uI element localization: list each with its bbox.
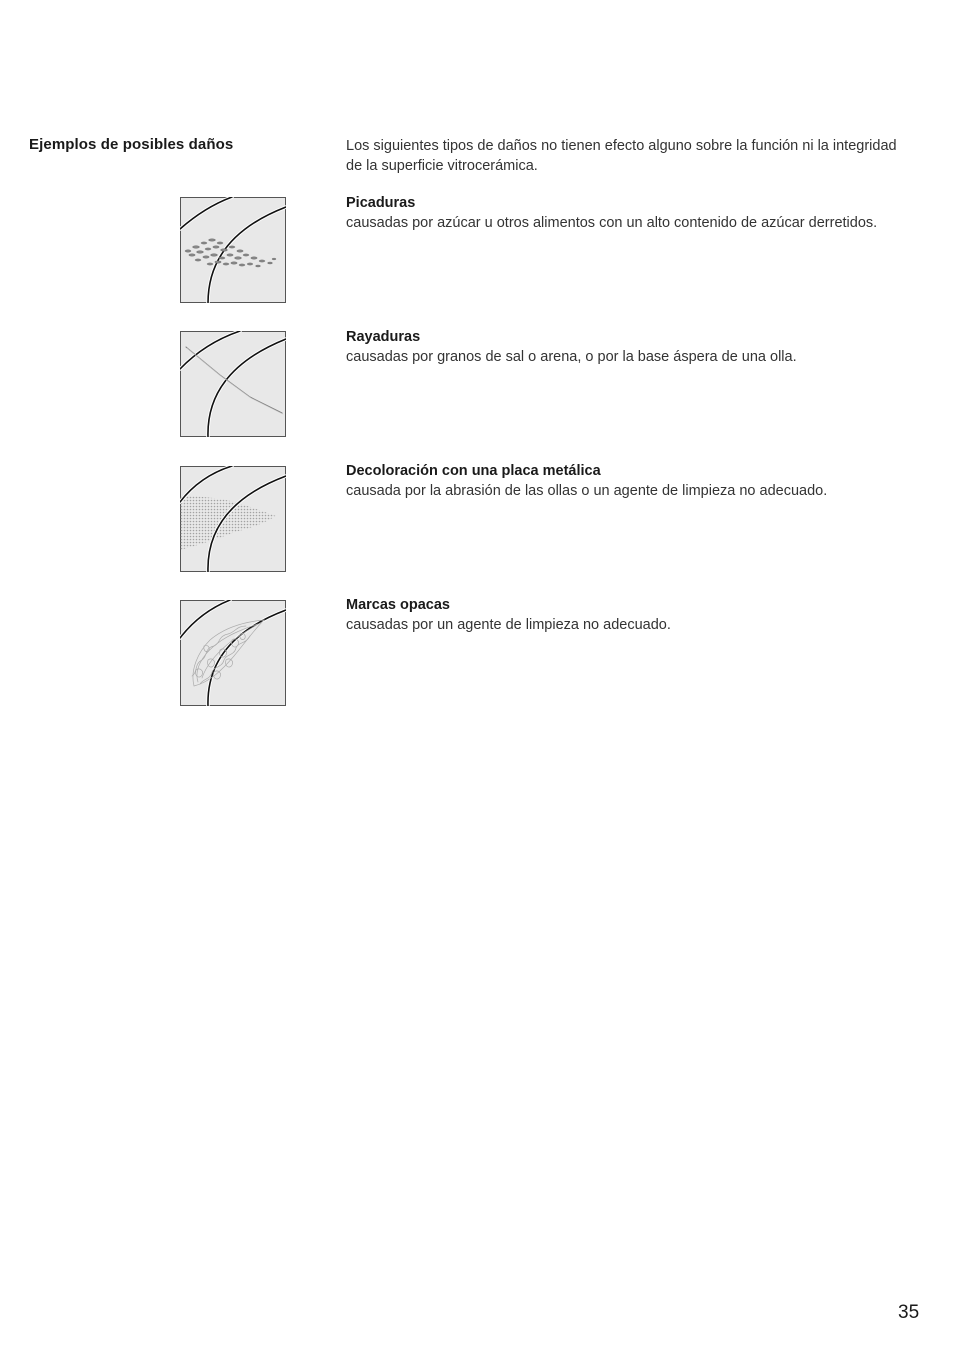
- item-description-scratches: causadas por granos de sal o arena, o por la base áspera de una olla.: [346, 349, 797, 365]
- page-number: 35: [898, 1302, 920, 1323]
- item-title-discoloration: Decoloración con una placa metálica: [346, 463, 601, 479]
- item-title-dull-marks: Marcas opacas: [346, 597, 450, 613]
- item-description-pitting: causadas por azúcar u otros alimentos con un alto contenido de azúcar derretidos.: [346, 215, 878, 231]
- item-title-pitting: Picaduras: [346, 195, 416, 211]
- intro-text: Los siguientes tipos de daños no tienen efecto alguno sobre la función ni la integridad de la superficie vitrocerámica.: [346, 138, 897, 174]
- item-description-discoloration: causada por la abrasión de las ollas o un agente de limpieza no adecuado.: [346, 483, 828, 499]
- scratch-illustration-icon: [180, 331, 286, 437]
- dull-marks-illustration-icon: [180, 600, 286, 706]
- item-title-scratches: Rayaduras: [346, 329, 421, 345]
- metallic-discoloration-illustration-icon: [180, 466, 286, 572]
- pitting-illustration-icon: [180, 197, 286, 303]
- section-heading: Ejemplos de posibles daños: [29, 136, 234, 153]
- item-description-dull-marks: causadas por un agente de limpieza no adecuado.: [346, 617, 671, 633]
